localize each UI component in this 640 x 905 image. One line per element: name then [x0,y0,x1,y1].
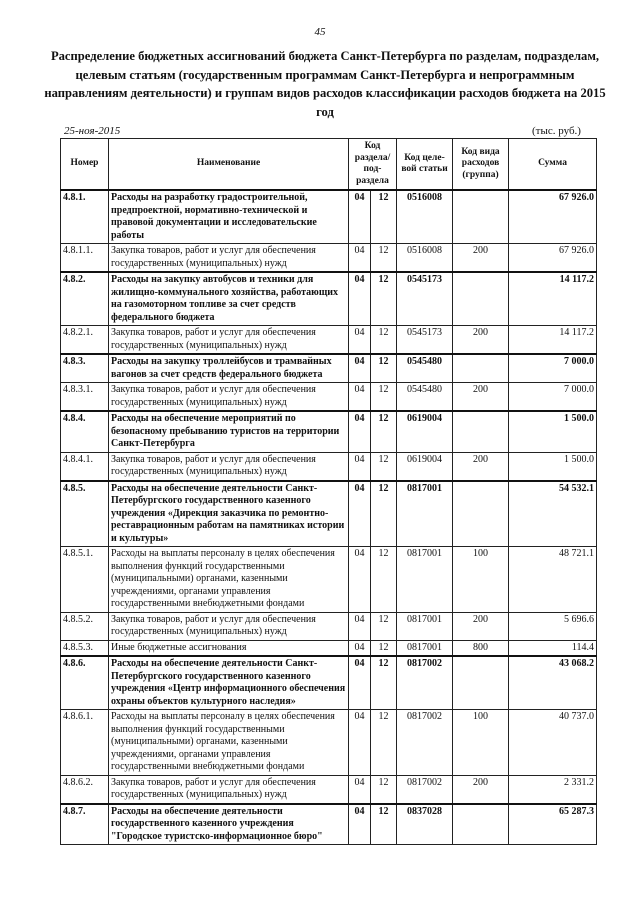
row-number: 4.8.2. [61,272,109,326]
row-number: 4.8.1.1. [61,244,109,273]
row-target-code: 0817002 [397,775,453,804]
header-section: Код раздела/ под- раздела [349,139,397,191]
row-target-code: 0545480 [397,354,453,383]
table-row [61,640,597,656]
row-target-code: 0619004 [397,452,453,481]
row-name: Закупка товаров, работ и услуг для обеспечения государственных (муниципальных) нужд [109,326,349,355]
row-name: Закупка товаров, работ и услуг для обеспечения государственных (муниципальных) нужд [109,383,349,412]
row-number: 4.8.4.1. [61,452,109,481]
row-number: 4.8.7. [61,804,109,845]
row-amount: 67 926.0 [509,190,597,244]
row-target-code: 0817001 [397,547,453,613]
row-name: Расходы на обеспечение мероприятий по безопасному пребыванию туристов на территории Санкт-Петербурга [109,411,349,452]
table-row [61,710,597,776]
table-row [61,411,597,452]
row-amount: 1 500.0 [509,452,597,481]
row-name: Расходы на обеспечение деятельности государственного казенного учреждения "Городское туристско-информационное бюро" [109,804,349,845]
row-name: Закупка товаров, работ и услуг для обеспечения государственных (муниципальных) нужд [109,452,349,481]
row-number: 4.8.6.1. [61,710,109,776]
budget-table [60,138,597,845]
row-target-code: 0817002 [397,656,453,710]
row-podrazdel: 12 [371,244,397,273]
row-expense-type [453,804,509,845]
row-expense-type: 200 [453,452,509,481]
row-name: Расходы на закупку троллейбусов и трамвайных вагонов за счет средств федерального бюджета [109,354,349,383]
row-amount: 48 721.1 [509,547,597,613]
row-target-code: 0619004 [397,411,453,452]
table-row [61,547,597,613]
row-target-code: 0817001 [397,481,453,547]
row-razdel: 04 [349,190,371,244]
row-podrazdel: 12 [371,354,397,383]
row-podrazdel: 12 [371,640,397,656]
table-row [61,244,597,273]
table-row [61,383,597,412]
table-row [61,190,597,244]
row-podrazdel: 12 [371,272,397,326]
row-number: 4.8.2.1. [61,326,109,355]
document-date: 25-ноя-2015 [64,125,121,137]
table-row [61,272,597,326]
table-header-row [61,139,597,191]
row-razdel: 04 [349,326,371,355]
row-name: Иные бюджетные ассигнования [109,640,349,656]
row-target-code: 0817001 [397,640,453,656]
header-expense-type: Код вида расходов (группа) [453,139,509,191]
table-row [61,775,597,804]
row-number: 4.8.5. [61,481,109,547]
row-podrazdel: 12 [371,190,397,244]
table-row [61,804,597,845]
row-target-code: 0817001 [397,612,453,640]
row-podrazdel: 12 [371,452,397,481]
row-razdel: 04 [349,804,371,845]
row-razdel: 04 [349,452,371,481]
row-amount: 40 737.0 [509,710,597,776]
row-target-code: 0837028 [397,804,453,845]
row-expense-type: 200 [453,383,509,412]
row-amount: 65 287.3 [509,804,597,845]
row-number: 4.8.6. [61,656,109,710]
row-amount: 7 000.0 [509,383,597,412]
row-razdel: 04 [349,612,371,640]
table-row [61,326,597,355]
row-name: Расходы на обеспечение деятельности Санкт-Петербургского государственного казенного учреждения «Центр информационного обеспечения охраны объектов культурного наследия» [109,656,349,710]
row-number: 4.8.5.1. [61,547,109,613]
row-razdel: 04 [349,354,371,383]
row-razdel: 04 [349,640,371,656]
table-body [61,190,597,845]
row-number: 4.8.3. [61,354,109,383]
row-expense-type [453,190,509,244]
row-name: Расходы на разработку градостроительной, предпроектной, нормативно-технической и правовой документации и исследовательские работы [109,190,349,244]
row-number: 4.8.3.1. [61,383,109,412]
row-expense-type [453,411,509,452]
row-razdel: 04 [349,775,371,804]
row-razdel: 04 [349,244,371,273]
table-row [61,452,597,481]
row-number: 4.8.5.3. [61,640,109,656]
row-amount: 5 696.6 [509,612,597,640]
row-expense-type: 200 [453,326,509,355]
row-razdel: 04 [349,272,371,326]
row-podrazdel: 12 [371,656,397,710]
row-razdel: 04 [349,411,371,452]
row-target-code: 0516008 [397,244,453,273]
row-number: 4.8.1. [61,190,109,244]
row-amount: 14 117.2 [509,272,597,326]
table-row [61,656,597,710]
header-target: Код целе- вой статьи [397,139,453,191]
row-target-code: 0545173 [397,272,453,326]
row-number: 4.8.5.2. [61,612,109,640]
row-razdel: 04 [349,383,371,412]
row-amount: 54 532.1 [509,481,597,547]
row-amount: 43 068.2 [509,656,597,710]
row-amount: 7 000.0 [509,354,597,383]
row-razdel: 04 [349,656,371,710]
header-number: Номер [61,139,109,191]
row-expense-type [453,481,509,547]
row-target-code: 0817002 [397,710,453,776]
row-podrazdel: 12 [371,411,397,452]
row-expense-type [453,656,509,710]
row-podrazdel: 12 [371,612,397,640]
row-expense-type: 200 [453,244,509,273]
row-podrazdel: 12 [371,481,397,547]
row-expense-type [453,272,509,326]
row-amount: 2 331.2 [509,775,597,804]
row-expense-type: 800 [453,640,509,656]
row-razdel: 04 [349,481,371,547]
row-number: 4.8.4. [61,411,109,452]
row-podrazdel: 12 [371,326,397,355]
document-title: Распределение бюджетных ассигнований бюджета Санкт-Петербурга по разделам, подразделам, целевым статьям (государственным программам Санкт-Петербурга и непрограммным направлениям деятельности) и группам видов расходов классификации расходов бюджета на 2015 год [44,49,606,119]
row-amount: 114.4 [509,640,597,656]
table-row [61,354,597,383]
row-name: Закупка товаров, работ и услуг для обеспечения государственных (муниципальных) нужд [109,244,349,273]
row-expense-type [453,354,509,383]
row-name: Закупка товаров, работ и услуг для обеспечения государственных (муниципальных) нужд [109,775,349,804]
row-podrazdel: 12 [371,775,397,804]
row-razdel: 04 [349,547,371,613]
row-target-code: 0545173 [397,326,453,355]
row-name: Расходы на выплаты персоналу в целях обеспечения выполнения функций государственными (муниципальными) органами, казенными учреждениями, органами управления государственными внебюджетными фондами [109,710,349,776]
row-amount: 67 926.0 [509,244,597,273]
table-row [61,612,597,640]
row-number: 4.8.6.2. [61,775,109,804]
row-name: Закупка товаров, работ и услуг для обеспечения государственных (муниципальных) нужд [109,612,349,640]
row-amount: 14 117.2 [509,326,597,355]
header-amount: Сумма [509,139,597,191]
header-name: Наименование [109,139,349,191]
row-expense-type: 100 [453,547,509,613]
row-name: Расходы на закупку автобусов и техники для жилищно-коммунального хозяйства, работающих на газомоторном топливе за счет средств федерального бюджета [109,272,349,326]
row-name: Расходы на выплаты персоналу в целях обеспечения выполнения функций государственными (муниципальными) органами, казенными учреждениями, органами управления государственными внебюджетными фондами [109,547,349,613]
row-podrazdel: 12 [371,383,397,412]
units-label: (тыс. руб.) [532,125,581,137]
row-target-code: 0516008 [397,190,453,244]
table-row [61,481,597,547]
row-podrazdel: 12 [371,547,397,613]
row-podrazdel: 12 [371,710,397,776]
row-expense-type: 100 [453,710,509,776]
page-number: 45 [314,26,326,38]
row-expense-type: 200 [453,612,509,640]
row-name: Расходы на обеспечение деятельности Санкт-Петербургского государственного казенного учреждения «Дирекция заказчика по ремонтно-реставрационным работам на памятниках истории и культуры» [109,481,349,547]
row-target-code: 0545480 [397,383,453,412]
row-amount: 1 500.0 [509,411,597,452]
row-razdel: 04 [349,710,371,776]
row-expense-type: 200 [453,775,509,804]
row-podrazdel: 12 [371,804,397,845]
